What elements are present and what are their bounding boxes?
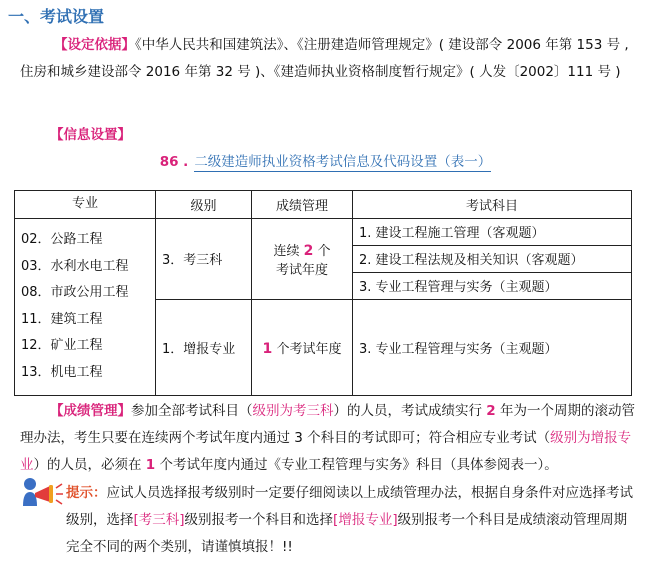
score-suffix: 个 <box>317 243 331 259</box>
level-cell: 1．增报专业 <box>156 299 252 396</box>
header-major: 专业 <box>15 191 156 219</box>
score-suffix: 个考试年度 <box>276 341 342 357</box>
table-header-row <box>15 191 632 219</box>
text-run: 级别报考一个科目和选择 <box>184 512 334 528</box>
number-run: 2 <box>486 403 496 419</box>
basis-paragraph <box>20 32 639 86</box>
table-number: 86 . <box>159 154 189 170</box>
score-prefix: 连续 <box>273 243 300 259</box>
major-item: 13．机电工程 <box>21 364 103 380</box>
score-line2: 考试年度 <box>275 262 328 278</box>
basis-text: 《中华人民共和国建筑法》、《注册建造师管理规定》( 建设部令 2006 年第 153 号 ,住房和城乡建设部令 2016 年第 32 号 )、《建造师执业资格制度暂行规定》( 人发〔2002〕111 号 ) <box>20 37 629 80</box>
table-caption <box>0 150 651 170</box>
subject-cell: 2. 建设工程法规及相关知识（客观题） <box>353 245 632 272</box>
text-run: 年为一个周期的滚动管理办法，考生只要在连续两个考试年度内通过 3 个科目的考试即可；符合相应专业考试（ <box>20 403 635 446</box>
text-run: 级别报考一个科目是成绩滚动管理周期完全不同的两个类别，请谨慎填报！!! <box>66 512 628 555</box>
major-item: 11．建筑工程 <box>21 311 103 327</box>
table-row <box>15 218 632 245</box>
header-subjects: 考试科目 <box>353 191 632 219</box>
tip-text <box>20 480 639 561</box>
header-level: 级别 <box>156 191 252 219</box>
tip-paragraph <box>20 480 639 561</box>
basis-label: 【设定依据】 <box>54 37 135 53</box>
subject-cell: 1. 建设工程施工管理（客观题） <box>353 218 632 245</box>
highlight-run: 级别为增报专业 <box>20 430 632 473</box>
major-item: 02．公路工程 <box>21 232 103 248</box>
number-run: 1 <box>145 457 156 473</box>
score-management-paragraph <box>20 398 639 479</box>
level-cell: 3．考三科 <box>156 218 252 299</box>
score-mgmt-label: 【成绩管理】 <box>50 403 131 419</box>
score-number: 2 <box>303 242 314 259</box>
info-settings-label: 【信息设置】 <box>50 127 131 143</box>
score-cell <box>252 299 353 396</box>
header-score: 成绩管理 <box>252 191 353 219</box>
score-number: 1 <box>262 340 273 357</box>
majors-cell <box>15 218 156 396</box>
section-heading: 一、考试设置 <box>8 7 105 26</box>
text-run: 参加全部考试科目（ <box>131 403 253 419</box>
text-run: ）的人员，必须在 <box>33 457 146 473</box>
exam-info-table <box>14 190 632 396</box>
table-title: 二级建造师执业资格考试信息及代码设置（表一） <box>194 154 492 170</box>
highlight-run: [考三科] <box>133 512 185 528</box>
megaphone-person-icon <box>20 476 64 510</box>
highlight-run: [增报专业] <box>333 512 398 528</box>
score-cell <box>252 218 353 299</box>
major-item: 08．市政公用工程 <box>21 285 129 301</box>
text-run: 应试人员选择报考级别时一定要仔细阅读以上成绩管理办法，根据自身条件对应选择考试级别，选择 <box>66 485 633 528</box>
highlight-run: 级别为考三科 <box>252 403 334 419</box>
tip-label: 提示： <box>66 485 107 501</box>
text-run: ）的人员，考试成绩实行 <box>333 403 487 419</box>
major-item: 03．水利水电工程 <box>21 258 129 274</box>
subject-cell: 3. 专业工程管理与实务（主观题） <box>353 272 632 299</box>
major-item: 12．矿业工程 <box>21 338 103 354</box>
text-run: 个考试年度内通过《专业工程管理与实务》科目（具体参阅表一）。 <box>155 457 558 473</box>
subject-cell: 3. 专业工程管理与实务（主观题） <box>353 299 632 396</box>
